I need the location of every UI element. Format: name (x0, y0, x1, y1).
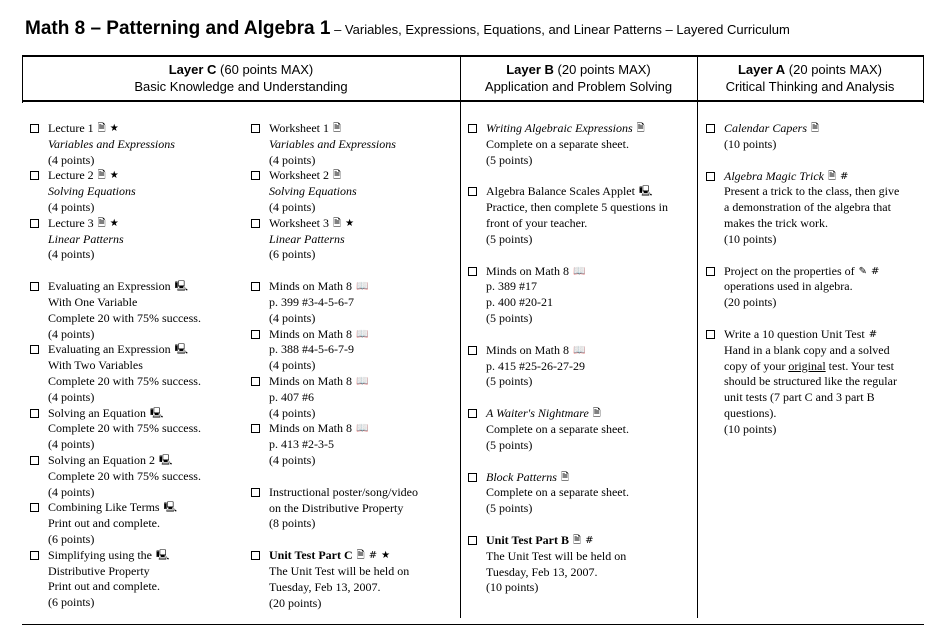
item-line: on the Distributive Property (269, 500, 404, 515)
item-title: Worksheet 2 (269, 168, 330, 183)
item-title: Unit Test Part C (269, 548, 353, 563)
header-layer-a-name: Layer A (737, 62, 786, 77)
item-line: Complete 20 with 75% success. (48, 373, 201, 388)
item-line: front of your teacher. (486, 215, 588, 230)
header-layer-b-points: (20 points MAX) (553, 62, 651, 77)
list-item (24, 121, 248, 168)
list-item (462, 343, 696, 390)
checkbox[interactable] (30, 124, 39, 133)
item-title: Solving an Equation 2 (48, 452, 155, 467)
list-item (462, 264, 696, 327)
page-title (25, 18, 790, 40)
item-points: (5 points) (486, 231, 533, 246)
list-item (24, 279, 248, 342)
list-item (245, 121, 459, 168)
list-item (245, 485, 459, 532)
checkbox[interactable] (468, 473, 477, 482)
item-title: Evaluating an Expression (48, 342, 171, 357)
item-title: Project on the properties of (724, 263, 855, 278)
item-topic: Solving Equations (48, 184, 136, 199)
item-line: The Unit Test will be held on (269, 563, 410, 578)
list-item (245, 421, 459, 468)
item-title: Lecture 3 (48, 215, 94, 230)
checkbox[interactable] (706, 124, 715, 133)
hash-icon: # (585, 534, 594, 546)
item-line: p. 407 #6 (269, 389, 314, 404)
item-topic: Variables and Expressions (48, 136, 175, 151)
table-right-border (923, 55, 924, 103)
item-title: Unit Test Part B (486, 532, 570, 547)
header-layer-b-desc: Application and Problem Solving (484, 79, 673, 94)
list-item (24, 500, 248, 547)
item-points: (4 points) (269, 405, 316, 420)
layer-c-column-1 (24, 121, 248, 611)
list-item (24, 168, 248, 215)
star-icon: ★ (109, 123, 119, 134)
header-layer-c-desc: Basic Knowledge and Understanding (134, 79, 348, 94)
checkbox[interactable] (30, 551, 39, 560)
item-title: Minds on Math 8 (269, 326, 353, 341)
item-line: p. 399 #3-4-5-6-7 (269, 294, 354, 309)
item-title: Minds on Math 8 (269, 279, 353, 294)
item-line: p. 415 #25-26-27-29 (486, 358, 585, 373)
item-title: Minds on Math 8 (269, 421, 353, 436)
item-title: Lecture 1 (48, 121, 94, 135)
item-line: The Unit Test will be held on (486, 548, 627, 563)
item-line: Tuesday, Feb 13, 2007. (486, 564, 598, 579)
item-line: Tuesday, Feb 13, 2007. (269, 579, 381, 594)
checkbox[interactable] (251, 488, 260, 497)
book-icon: 📖 (356, 281, 369, 293)
checkbox[interactable] (706, 267, 715, 276)
computer-icon: 🖳 (174, 344, 188, 356)
item-points: (10 points) (724, 231, 777, 246)
list-item (462, 184, 696, 247)
item-line: operations used in algebra. (724, 279, 853, 294)
worksheet-icon: 🗎 (827, 170, 837, 182)
item-points: (4 points) (269, 310, 316, 325)
item-points: (4 points) (48, 484, 95, 499)
list-item (245, 216, 459, 263)
item-line: should be structured like the regular (724, 374, 897, 389)
item-title: Minds on Math 8 (486, 263, 570, 278)
list-item (24, 548, 248, 611)
header-layer-b (460, 61, 697, 95)
item-line: questions). (724, 405, 777, 420)
item-points: (8 points) (269, 516, 316, 531)
item-line: makes the trick work. (724, 215, 828, 230)
star-icon: ★ (345, 217, 355, 229)
item-topic: Linear Patterns (48, 231, 124, 246)
item-topic: Solving Equations (269, 184, 357, 199)
list-item (245, 327, 459, 374)
list-item (24, 406, 248, 453)
item-line: p. 413 #2-3-5 (269, 437, 334, 452)
item-title: Algebra Balance Scales Applet (486, 184, 635, 199)
item-title: Minds on Math 8 (269, 373, 353, 388)
checkbox[interactable] (30, 503, 39, 512)
checkbox[interactable] (251, 330, 260, 339)
checkbox[interactable] (468, 346, 477, 355)
item-line: With Two Variables (48, 358, 143, 373)
title-main: Math 8 – Patterning and Algebra 1 (25, 18, 331, 39)
item-points: (20 points) (724, 295, 777, 310)
item-points: (10 points) (724, 421, 777, 436)
list-item (245, 279, 459, 326)
worksheet-icon: 🗎 (97, 217, 106, 229)
header-layer-c-points: (60 points MAX) (216, 62, 314, 77)
item-points: (4 points) (48, 152, 95, 167)
layer-a-column (700, 121, 922, 438)
hash-icon: # (368, 550, 378, 562)
item-points: (4 points) (48, 326, 95, 341)
checkbox[interactable] (468, 267, 477, 276)
item-title: Instructional poster/song/video (269, 484, 418, 499)
item-points: (4 points) (269, 152, 316, 167)
computer-icon: 🖳 (163, 502, 177, 514)
checkbox[interactable] (468, 409, 477, 418)
checkbox[interactable] (706, 330, 715, 339)
checkbox[interactable] (30, 456, 39, 465)
item-line-part: copy of your (724, 358, 789, 373)
item-points: (4 points) (48, 389, 95, 404)
list-item (700, 121, 922, 153)
list-item (245, 548, 459, 611)
list-item (700, 327, 922, 438)
item-line: Practice, then complete 5 questions in (486, 200, 668, 215)
item-points: (4 points) (48, 199, 95, 214)
checkbox[interactable] (251, 551, 260, 560)
item-title: Lecture 2 (48, 168, 94, 183)
item-points: (10 points) (724, 136, 777, 151)
item-line: Complete 20 with 75% success. (48, 310, 201, 325)
header-layer-a (697, 61, 923, 95)
list-item (462, 533, 696, 596)
list-item (245, 374, 459, 421)
table-bottom-border (22, 624, 924, 625)
item-title: Minds on Math 8 (486, 342, 570, 357)
item-points: (5 points) (486, 501, 533, 516)
item-points: (5 points) (486, 437, 533, 452)
item-points: (5 points) (486, 310, 533, 325)
item-line-part: test. Your test (825, 358, 894, 373)
title-subtitle: – Variables, Expressions, Equations, and Linear Patterns – Layered Curriculum (330, 22, 790, 37)
item-points: (4 points) (269, 199, 316, 214)
list-item (24, 216, 248, 263)
item-points: (6 points) (269, 247, 316, 262)
checkbox[interactable] (30, 171, 39, 180)
hash-icon: # (871, 265, 880, 277)
worksheet-icon: 🗎 (97, 170, 106, 182)
item-points: (5 points) (486, 152, 533, 167)
tool-icon: ✎ (858, 265, 868, 277)
book-icon: 📖 (356, 375, 369, 387)
checkbox[interactable] (251, 124, 260, 133)
hash-icon: # (840, 170, 849, 182)
item-points: (20 points) (269, 595, 322, 610)
list-item (245, 168, 459, 215)
item-line: Complete on a separate sheet. (486, 421, 629, 436)
checkbox[interactable] (468, 187, 477, 196)
checkbox[interactable] (251, 377, 260, 386)
star-icon: ★ (381, 550, 391, 562)
computer-icon: 🖳 (156, 549, 170, 561)
item-title: Algebra Magic Trick (724, 168, 824, 183)
worksheet-icon: 🗎 (573, 534, 582, 546)
checkbox[interactable] (30, 219, 39, 228)
underlined-word: original (788, 358, 826, 373)
list-item (700, 169, 922, 248)
book-icon: 📖 (573, 265, 586, 277)
item-title: Calendar Capers (724, 121, 808, 135)
header-layer-c (22, 61, 460, 95)
item-line: Complete on a separate sheet. (486, 136, 629, 151)
computer-icon: 🖳 (159, 454, 173, 466)
worksheet-icon: 🗎 (333, 123, 342, 134)
list-item (24, 453, 248, 500)
table-top-border (22, 55, 924, 57)
checkbox[interactable] (251, 282, 260, 291)
layer-c-column-2 (245, 121, 459, 611)
item-line: Print out and complete. (48, 516, 160, 531)
item-title: Write a 10 question Unit Test (724, 326, 865, 341)
item-topic: Linear Patterns (269, 231, 345, 246)
header-layer-b-name: Layer B (506, 62, 554, 77)
item-title: Combining Like Terms (48, 500, 160, 515)
item-title: Worksheet 3 (269, 215, 330, 230)
worksheet-icon: 🗎 (560, 471, 570, 483)
item-points: (6 points) (48, 595, 95, 610)
checkbox[interactable] (30, 282, 39, 291)
item-points: (10 points) (486, 580, 539, 595)
checkbox[interactable] (251, 171, 260, 180)
list-item (24, 342, 248, 405)
column-divider-1 (460, 55, 461, 618)
checkbox[interactable] (468, 124, 477, 133)
item-line: unit tests (7 part C and 3 part B (724, 390, 875, 405)
list-item (462, 121, 696, 168)
item-line (724, 359, 922, 375)
header-layer-a-points: (20 points MAX) (785, 62, 883, 77)
star-icon: ★ (109, 217, 119, 229)
item-line: Print out and complete. (48, 579, 160, 594)
item-title: A Waiter's Nightmare (486, 406, 589, 421)
item-title: Writing Algebraic Expressions (486, 121, 633, 135)
item-title: Worksheet 1 (269, 121, 330, 135)
worksheet-icon: 🗎 (592, 408, 601, 420)
worksheet-icon: 🗎 (333, 170, 342, 182)
item-points: (4 points) (269, 452, 316, 467)
item-points: (4 points) (48, 437, 95, 452)
computer-icon: 🖳 (174, 281, 188, 293)
worksheet-icon: 🗎 (97, 123, 106, 134)
item-points: (4 points) (269, 358, 316, 373)
item-points: (5 points) (486, 374, 533, 389)
item-line: Complete 20 with 75% success. (48, 421, 201, 436)
computer-icon: 🖳 (638, 186, 653, 198)
book-icon: 📖 (356, 423, 369, 435)
item-line: Complete 20 with 75% success. (48, 468, 201, 483)
item-line: Distributive Property (48, 563, 150, 578)
list-item (462, 470, 696, 517)
column-divider-2 (697, 55, 698, 618)
item-title: Simplifying using the (48, 547, 153, 562)
layer-b-column (462, 121, 696, 596)
item-line: With One Variable (48, 294, 138, 309)
checkbox[interactable] (251, 219, 260, 228)
list-item (700, 264, 922, 311)
item-points: (6 points) (48, 531, 95, 546)
item-line: Hand in a blank copy and a solved (724, 342, 890, 357)
header-layer-c-name: Layer C (168, 62, 217, 77)
worksheet-icon: 🗎 (811, 123, 820, 134)
worksheet-icon: 🗎 (333, 217, 342, 229)
item-line: a demonstration of the algebra that (724, 200, 891, 215)
item-points: (4 points) (48, 247, 95, 262)
header-layer-a-desc: Critical Thinking and Analysis (725, 79, 895, 94)
star-icon: ★ (109, 170, 119, 182)
item-title: Evaluating an Expression (48, 279, 171, 294)
checkbox[interactable] (251, 424, 260, 433)
computer-icon: 🖳 (150, 407, 164, 419)
header-divider (22, 100, 924, 102)
checkbox[interactable] (706, 172, 715, 181)
checkbox[interactable] (468, 536, 477, 545)
item-line: Present a trick to the class, then give (724, 184, 900, 199)
hash-icon: # (868, 328, 878, 340)
item-line: p. 400 #20-21 (486, 295, 553, 310)
checkbox[interactable] (30, 345, 39, 354)
item-title: Solving an Equation (48, 405, 146, 420)
list-item (462, 406, 696, 453)
item-line: Complete on a separate sheet. (486, 485, 629, 500)
item-title: Block Patterns (486, 469, 557, 484)
worksheet-icon: 🗎 (356, 550, 365, 562)
checkbox[interactable] (30, 409, 39, 418)
book-icon: 📖 (356, 328, 369, 340)
worksheet-icon: 🗎 (636, 123, 645, 134)
item-line: p. 388 #4-5-6-7-9 (269, 342, 354, 357)
book-icon: 📖 (573, 344, 586, 356)
item-topic: Variables and Expressions (269, 136, 396, 151)
item-line: p. 389 #17 (486, 279, 537, 294)
